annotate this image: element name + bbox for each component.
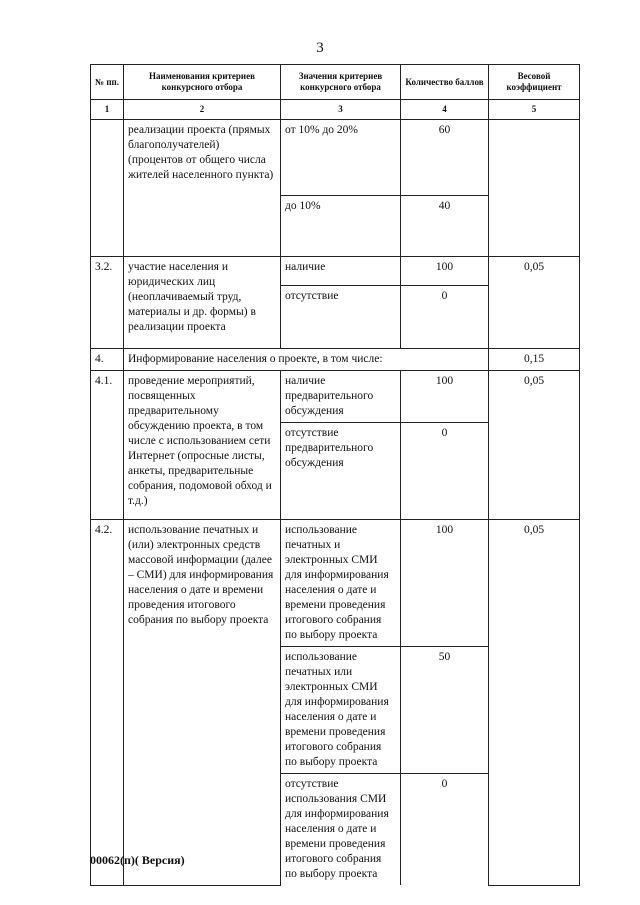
criterion-value: от 10% до 20% bbox=[281, 120, 401, 196]
column-number: 1 bbox=[91, 100, 124, 120]
score: 0 bbox=[401, 286, 489, 349]
page-number: 3 bbox=[316, 40, 324, 56]
weight bbox=[489, 120, 580, 257]
section-title: Информирование населения о проекте, в том числе: bbox=[124, 349, 489, 371]
criterion-name: реализации проекта (прямых благополучателей) (процентов от общего числа жителей населенного пункта) bbox=[124, 120, 281, 257]
score: 0 bbox=[401, 423, 489, 520]
criterion-value: использование печатных и электронных СМИ для информирования населения о дате и времени проведения итогового собрания по выбору проекта bbox=[281, 520, 401, 647]
document-footer: 00062(п)( Версия) bbox=[90, 853, 185, 867]
column-header: № пп. bbox=[91, 65, 124, 100]
criterion-value: до 10% bbox=[281, 196, 401, 257]
column-number: 2 bbox=[124, 100, 281, 120]
criterion-value: отсутствие предварительного обсуждения bbox=[281, 423, 401, 520]
criterion-name: использование печатных и (или) электронных средств массовой информации (далее – СМИ) для информирования населения о дате и времени проведения итогового собрания по выбору проекта bbox=[124, 520, 281, 886]
row-number: 4.2. bbox=[91, 520, 124, 886]
criterion-value: наличие bbox=[281, 257, 401, 286]
table-row bbox=[91, 120, 580, 196]
score: 100 bbox=[401, 520, 489, 647]
table-header-row bbox=[91, 65, 580, 100]
column-header: Наименования критериев конкурсного отбора bbox=[124, 65, 281, 100]
row-number: 4. bbox=[91, 349, 124, 371]
table-row bbox=[91, 257, 580, 286]
score: 0 bbox=[401, 774, 489, 886]
score: 100 bbox=[401, 371, 489, 423]
criterion-value: наличие предварительного обсуждения bbox=[281, 371, 401, 423]
score: 100 bbox=[401, 257, 489, 286]
column-header: Значения критериев конкурсного отбора bbox=[281, 65, 401, 100]
criterion-value: использование печатных или электронных СМИ для информирования населения о дате и времени проведения итогового собрания по выбору проекта bbox=[281, 647, 401, 774]
score: 60 bbox=[401, 120, 489, 196]
row-number: 4.1. bbox=[91, 371, 124, 520]
row-number: 3.2. bbox=[91, 257, 124, 349]
table-row bbox=[91, 349, 580, 371]
weight: 0,05 bbox=[489, 371, 580, 520]
criterion-name: проведение мероприятий, посвященных предварительному обсуждению проекта, в том числе с использованием сети Интернет (опросные листы, анкеты, предварительные собрания, подомовой обход и т.д.) bbox=[124, 371, 281, 520]
score: 40 bbox=[401, 196, 489, 257]
weight: 0,15 bbox=[489, 349, 580, 371]
criterion-value: отсутствие использования СМИ для информирования населения о дате и времени проведения итогового собрания по выбору проекта bbox=[281, 774, 401, 886]
column-header: Количество баллов bbox=[401, 65, 489, 100]
column-header: Весовой коэффициент bbox=[489, 65, 580, 100]
column-number: 4 bbox=[401, 100, 489, 120]
score: 50 bbox=[401, 647, 489, 774]
table-row bbox=[91, 371, 580, 423]
criterion-value: отсутствие bbox=[281, 286, 401, 349]
row-number bbox=[91, 120, 124, 257]
column-number: 5 bbox=[489, 100, 580, 120]
column-number-row bbox=[91, 100, 580, 120]
weight: 0,05 bbox=[489, 520, 580, 886]
weight: 0,05 bbox=[489, 257, 580, 349]
column-number: 3 bbox=[281, 100, 401, 120]
table-row bbox=[91, 520, 580, 647]
criteria-table bbox=[90, 64, 580, 886]
criterion-name: участие населения и юридических лиц (неоплачиваемый труд, материалы и др. формы) в реализации проекта bbox=[124, 257, 281, 349]
